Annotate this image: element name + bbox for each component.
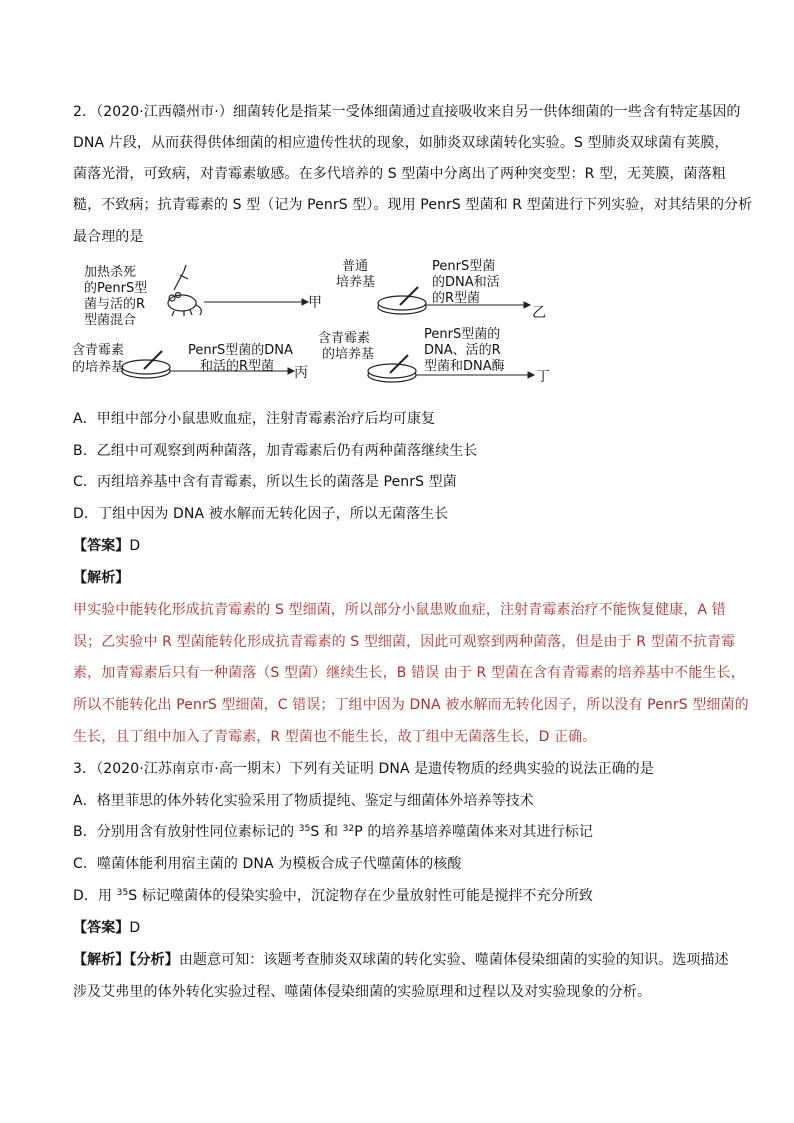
q2-option-c: C．丙组培养基中含有青霉素，所以生长的菌落是 PenrS 型菌 [73, 474, 457, 490]
plate-bing-label: 的培养基 [72, 360, 125, 375]
q2-analysis-line: 所以不能转化出 PenrS 型细菌，C 错误；丁组中因为 DNA 被水解而无转化因子，所以没有 PenrS 型细菌的 [73, 697, 749, 713]
option-b-text: S 和 [310, 824, 343, 840]
q2-stem-line: 2．（2020·江西赣州市·）细菌转化是指某一受体细菌通过直接吸收来自另一供体细菌的一些含有特定基因的 [73, 104, 741, 120]
arrow-jia [204, 299, 308, 305]
option-d-text: D．用 [73, 888, 117, 904]
petri-dish-ding-icon [368, 355, 416, 382]
q3-option-c: C．噬菌体能利用宿主菌的 DNA 为模板合成子代噬菌体的核酸 [73, 856, 462, 872]
q3-answer [73, 919, 723, 937]
arrow-yi-label: PenrS型菌 [432, 259, 496, 274]
plate-yi-label: 培养基 [336, 275, 376, 290]
plate-ding-label: 含青霉素 [318, 331, 371, 346]
mouse-label-line: 的PenrS型 [84, 281, 148, 296]
option-d-text: S 标记噬菌体的侵染实验中，沉淀物存在少量放射性可能是搅拌不充分所致 [128, 888, 594, 904]
analysis-tag: 【解析】 [73, 570, 130, 586]
q2-option-b: B．乙组中可观察到两种菌落，加青霉素后仍有两种菌落继续生长 [73, 443, 478, 459]
arrow-yi-label: 的DNA和活 [432, 275, 500, 290]
petri-dish-bing-icon [122, 351, 170, 378]
q2-analysis-line: 生长，且丁组中加入了青霉素，R 型菌也不能生长，故丁组中无菌落生长，D 正确。 [73, 729, 597, 745]
result-jia: 甲 [308, 295, 322, 311]
q3-option-b [73, 823, 723, 841]
plate-ding-label: 的培养基 [322, 347, 375, 362]
arrow-bing-label: PenrS型菌的DNA [188, 343, 293, 358]
q3-analysis-line: 涉及艾弗里的体外转化实验过程、噬菌体侵染细菌的实验原理和过程以及对实验现象的分析。 [73, 984, 652, 1000]
arrow-ding-label: DNA、活的R [424, 343, 501, 358]
answer-tag: 【答案】 [73, 920, 130, 936]
plate-bing-label: 含青霉素 [72, 343, 125, 358]
arrow-bing-label: 和活的R型菌 [200, 359, 275, 374]
analysis-tag: 【解析】【分析】 [73, 952, 179, 968]
arrow-ding-label: PenrS型菌的 [424, 327, 501, 342]
superscript-32: 32 [342, 824, 355, 834]
q2-stem-line: 菌落光滑，可致病，对青霉素敏感。在多代培养的 S 型菌中分离出了两种突变型：R 型，无荚膜，菌落粗 [73, 166, 726, 182]
mouse-label-line: 加热杀死 [84, 265, 137, 280]
q2-analysis-tag [73, 569, 723, 587]
q2-analysis-line: 误；乙实验中 R 型菌能转化形成抗青霉素的 S 型细菌，因此可观察到两种菌落，但是由于 R 型菌不抗青霉 [73, 634, 736, 650]
q2-answer [73, 537, 723, 555]
q2-option-a: A．甲组中部分小鼠患败血症，注射青霉素治疗后均可康复 [73, 411, 436, 427]
q3-analysis-text: 由题意可知：该题考查肺炎双球菌的转化实验、噬菌体侵染细菌的实验的知识。选项描述 [178, 952, 729, 968]
q3-option-d [73, 887, 723, 905]
option-b-text: P 的培养基培养噬菌体来对其进行标记 [354, 824, 593, 840]
result-bing: 丙 [294, 365, 308, 381]
experiment-diagram [72, 257, 560, 397]
mouse-label-line: 菌与活的R [84, 297, 146, 312]
superscript-35: 35 [298, 824, 311, 834]
answer-value: D [129, 920, 141, 936]
q2-analysis-line: 甲实验中能转化形成抗青霉素的 S 型细菌，所以部分小鼠患败血症，注射青霉素治疗不能恢复健康，A 错 [73, 602, 726, 618]
superscript-35: 35 [116, 888, 129, 898]
petri-dish-yi-icon [378, 287, 426, 314]
mouse-icon [168, 265, 201, 316]
mouse-label-line: 型菌混合 [84, 313, 137, 328]
result-ding: 丁 [536, 369, 550, 385]
q2-option-d: D．丁组中因为 DNA 被水解而无转化因子，所以无菌落生长 [73, 506, 449, 522]
plate-yi-label: 普通 [342, 259, 369, 274]
q3-analysis-line [73, 951, 729, 969]
answer-value: D [129, 538, 141, 554]
q2-stem-line: 糙，不致病；抗青霉素的 S 型（记为 PenrS 型）。现用 PenrS 型菌和 R 型菌进行下列实验，对其结果的分析 [73, 197, 753, 213]
q3-stem: 3．（2020·江苏南京市·高一期末）下列有关证明 DNA 是遗传物质的经典实验的说法正确的是 [73, 761, 654, 777]
q2-stem-line: DNA 片段，从而获得供体细菌的相应遗传性状的现象，如肺炎双球菌转化实验。S 型肺炎双球菌有荚膜， [73, 135, 729, 151]
arrow-yi-label: 的R型菌 [432, 291, 481, 306]
answer-tag: 【答案】 [73, 538, 130, 554]
q2-analysis-line: 素，加青霉素后只有一种菌落（S 型菌）继续生长，B 错误 由于 R 型菌在含有青霉素的培养基中不能生长， [73, 665, 745, 681]
option-b-text: B．分别用含有放射性同位素标记的 [73, 824, 299, 840]
q2-stem-line: 最合理的是 [73, 229, 144, 245]
q3-option-a: A．格里菲思的体外转化实验采用了物质提纯、鉴定与细菌体外培养等技术 [73, 793, 534, 809]
result-yi: 乙 [532, 305, 546, 321]
arrow-ding-label: 型菌和DNA酶 [424, 359, 505, 374]
